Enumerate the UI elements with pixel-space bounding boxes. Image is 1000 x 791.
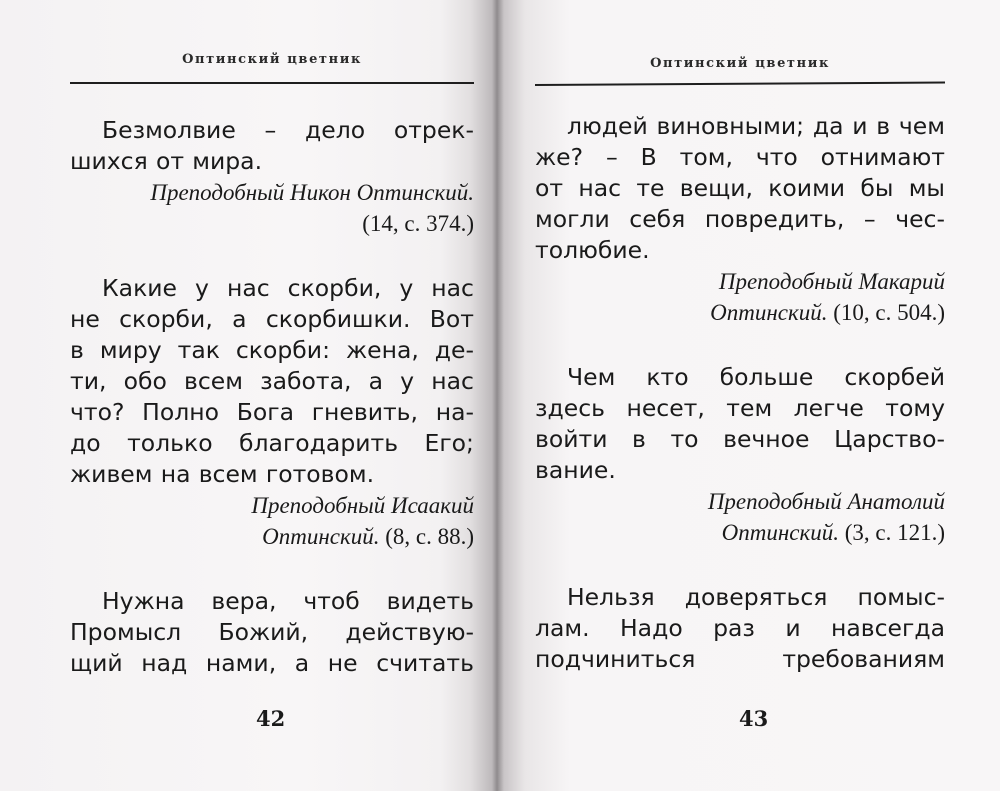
text-line	[535, 204, 945, 235]
word: чтоб	[303, 587, 360, 615]
word: де-	[434, 336, 474, 364]
word: –	[264, 116, 277, 144]
word: мы	[908, 174, 945, 202]
word: да	[812, 112, 844, 140]
author-name: Преподобный Никон Оптинский.	[150, 180, 474, 205]
word: до	[70, 429, 101, 457]
word: виновными;	[656, 112, 805, 140]
word: забота,	[260, 367, 352, 395]
word: Какие	[102, 274, 178, 302]
word: Бога	[236, 398, 294, 426]
word: скорби:	[235, 336, 330, 364]
author-name: Оптинский.	[710, 300, 828, 325]
page-number: 42	[256, 706, 286, 731]
word: Чем	[567, 363, 616, 391]
word: чем	[898, 112, 945, 140]
page-number: 43	[739, 706, 769, 731]
word: в	[632, 425, 646, 453]
word: и	[785, 614, 801, 642]
word: от	[155, 147, 185, 175]
word: Его;	[424, 429, 474, 457]
running-head: Оптинский цветник	[182, 52, 362, 67]
word: нами,	[205, 649, 277, 677]
word: скорби,	[287, 274, 382, 302]
word: Нужна	[102, 587, 185, 615]
word: кто	[646, 363, 689, 391]
word: себя	[629, 205, 686, 233]
word: повредить,	[704, 205, 845, 233]
word: Божий,	[218, 618, 309, 646]
word: не	[70, 305, 100, 333]
word: от	[535, 174, 564, 202]
word: благодарить	[239, 429, 399, 457]
word: в	[70, 336, 84, 364]
word: легче	[793, 394, 864, 422]
paragraph-gap	[70, 239, 474, 273]
quote-paragraph	[535, 362, 945, 486]
word: В	[640, 143, 657, 171]
word: могли	[535, 205, 610, 233]
text-line	[535, 235, 945, 266]
attribution-line	[535, 266, 945, 297]
source-reference: (8, с. 88.)	[385, 524, 474, 549]
attribution-line	[535, 297, 945, 328]
word: нас	[226, 274, 270, 302]
word: подчиниться	[535, 645, 696, 673]
word: людей	[567, 112, 648, 140]
word: щий	[70, 649, 123, 677]
word: помыс-	[857, 583, 945, 611]
word: нас	[578, 174, 622, 202]
word: Надо	[620, 614, 683, 642]
word: Царство-	[834, 425, 945, 453]
source-reference: (10, с. 504.)	[833, 300, 945, 325]
word: вечное	[723, 425, 810, 453]
quote-paragraph	[70, 273, 474, 490]
author-name: Оптинский.	[262, 524, 380, 549]
word: на-	[435, 398, 474, 426]
text-line	[70, 304, 474, 335]
word: гневить,	[311, 398, 419, 426]
word: Промысл	[70, 618, 182, 646]
author-name: Преподобный Макарий	[718, 269, 945, 294]
text-line	[535, 362, 945, 393]
right-page	[535, 0, 945, 791]
text-line	[70, 459, 474, 490]
word: раз	[713, 614, 755, 642]
header-rule	[535, 81, 945, 86]
text-line	[70, 586, 474, 617]
text-line	[535, 424, 945, 455]
word: что	[755, 143, 798, 171]
attribution-line	[70, 521, 474, 552]
right-page-text	[535, 111, 945, 675]
word: несет,	[626, 394, 705, 422]
word: живем	[70, 460, 153, 488]
word: толюбие.	[535, 236, 650, 264]
text-line	[70, 366, 474, 397]
word: Вот	[429, 305, 474, 333]
text-line	[535, 111, 945, 142]
word: вание.	[535, 456, 616, 484]
text-line	[535, 644, 945, 675]
text-line	[535, 173, 945, 204]
text-line	[70, 115, 474, 146]
source-reference: (14, с. 374.)	[362, 211, 474, 236]
word: требованиям	[782, 645, 945, 673]
word: то	[670, 425, 699, 453]
word: что?	[70, 398, 125, 426]
word: доверяться	[684, 583, 828, 611]
word: только	[127, 429, 213, 457]
text-line	[535, 393, 945, 424]
text-line	[535, 613, 945, 644]
paragraph-gap	[535, 328, 945, 362]
word: всем	[198, 460, 258, 488]
word: действую-	[345, 618, 474, 646]
word: бы	[860, 174, 894, 202]
word: больше	[719, 363, 814, 391]
word: в	[876, 112, 891, 140]
word: Нельзя	[567, 583, 655, 611]
word: –	[606, 143, 618, 171]
text-line	[535, 582, 945, 613]
quote-paragraph	[70, 586, 474, 679]
word: чес-	[895, 205, 945, 233]
word: дело	[305, 116, 366, 144]
quote-paragraph	[70, 115, 474, 177]
author-name: Преподобный Анатолий	[707, 489, 945, 514]
quote-paragraph	[535, 582, 945, 675]
paragraph-gap	[70, 552, 474, 586]
word: так	[177, 336, 220, 364]
left-page-text	[70, 115, 474, 679]
word: вера,	[211, 587, 277, 615]
word: Полно	[142, 398, 219, 426]
word: лам.	[535, 614, 590, 642]
word: –	[863, 205, 876, 233]
word: нас	[431, 367, 474, 395]
word: а	[294, 649, 310, 677]
word: а	[368, 367, 384, 395]
word: и	[852, 112, 868, 140]
word: коими	[768, 174, 846, 202]
attribution-line	[70, 490, 474, 521]
word: мира.	[192, 147, 263, 175]
header-rule	[70, 82, 474, 84]
quote-paragraph	[535, 111, 945, 266]
text-line	[70, 617, 474, 648]
attribution-line	[535, 517, 945, 548]
word: на	[160, 460, 191, 488]
word: над	[141, 649, 188, 677]
word: шихся	[70, 147, 148, 175]
paragraph-gap	[535, 548, 945, 582]
left-page	[70, 0, 474, 791]
word: скорби,	[119, 305, 213, 333]
text-line	[70, 273, 474, 304]
word: не	[327, 649, 358, 677]
word: тем	[726, 394, 773, 422]
attribution-line	[70, 208, 474, 239]
word: у	[195, 274, 209, 302]
word: у	[399, 274, 414, 302]
word: миру	[99, 336, 162, 364]
word: тому	[885, 394, 945, 422]
text-line	[70, 648, 474, 679]
text-line	[535, 142, 945, 173]
word: Безмолвие	[102, 116, 236, 144]
word: обо	[123, 367, 167, 395]
word: же?	[535, 143, 584, 171]
word: всем	[184, 367, 243, 395]
text-line	[70, 146, 474, 177]
word: отрек-	[393, 116, 474, 144]
word: у	[400, 367, 415, 395]
word: навсегда	[831, 614, 945, 642]
word: скорбей	[844, 363, 945, 391]
author-name: Преподобный Исаакий	[251, 493, 474, 518]
text-line	[70, 428, 474, 459]
source-reference: (3, с. 121.)	[844, 520, 945, 545]
word: отнимают	[820, 143, 945, 171]
word: скорбишки.	[265, 305, 411, 333]
word: а	[232, 305, 247, 333]
word: том,	[679, 143, 733, 171]
author-name: Оптинский.	[721, 520, 839, 545]
word: готовом.	[265, 460, 375, 488]
word: жена,	[345, 336, 419, 364]
word: считать	[376, 649, 474, 677]
text-line	[70, 397, 474, 428]
running-head: Оптинский цветник	[650, 56, 830, 71]
word: нас	[431, 274, 474, 302]
word: те	[636, 174, 665, 202]
word: вещи,	[679, 174, 753, 202]
text-line	[535, 455, 945, 486]
word: ти,	[70, 367, 107, 395]
word: войти	[535, 425, 608, 453]
text-line	[70, 335, 474, 366]
attribution-line	[535, 486, 945, 517]
attribution-line	[70, 177, 474, 208]
word: здесь	[535, 394, 605, 422]
word: видеть	[386, 587, 474, 615]
